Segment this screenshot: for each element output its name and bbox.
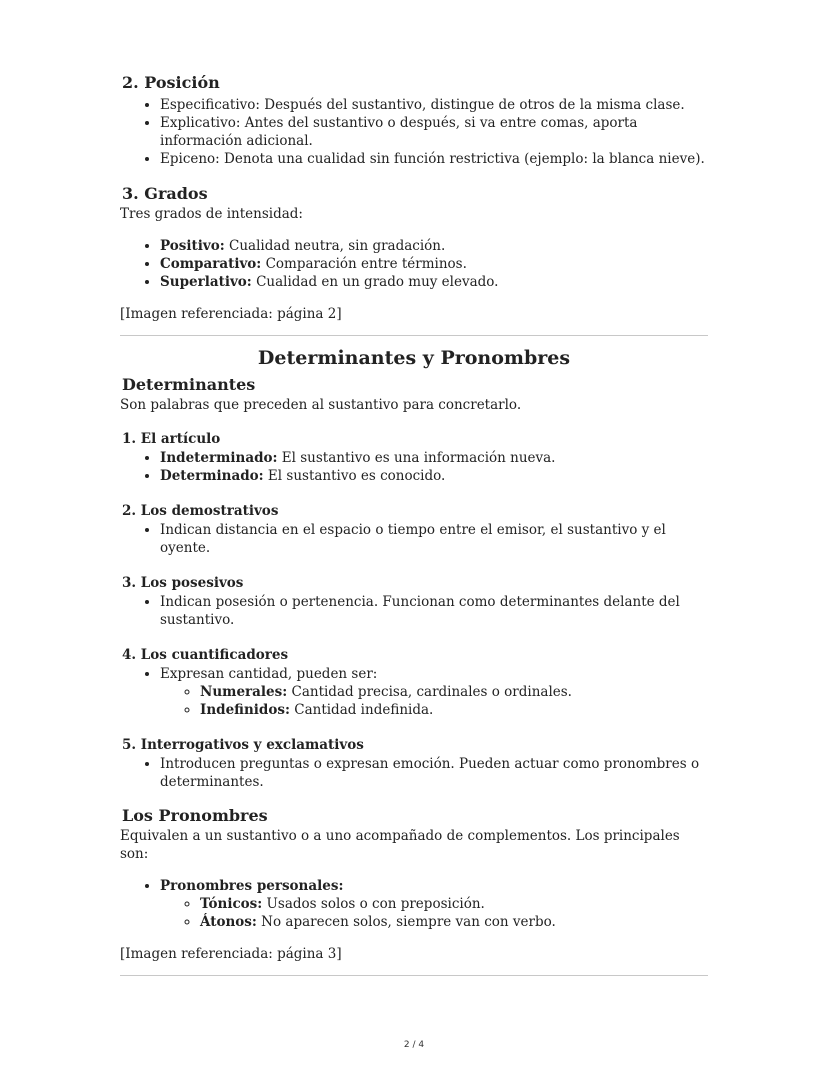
interrogativos-list <box>120 755 708 791</box>
articulo-list <box>120 449 708 485</box>
grados-list <box>120 237 708 291</box>
posicion-list <box>120 96 708 168</box>
pronombres-intro: Equivalen a un sustantivo o a uno acompañado de complementos. Los principales son: <box>120 828 680 862</box>
page-number: 2 / 4 <box>403 1040 425 1050</box>
demostrativos-heading: 2. Los demostrativos <box>122 503 279 519</box>
list-item: • Especificativo: Después del sustantivo, distingue de otros de la misma clase. <box>160 96 708 114</box>
description: Cualidad en un grado muy elevado. <box>251 274 499 290</box>
determinantes-heading: Determinantes <box>122 375 256 394</box>
list-item: • Epiceno: Denota una cualidad sin función restrictiva (ejemplo: la blanca nieve). <box>160 150 708 168</box>
list-item <box>160 255 708 273</box>
list-item: • Explicativo: Antes del sustantivo o después, si va entre comas, aporta información adicional. <box>160 114 708 150</box>
determinantes-intro: Son palabras que preceden al sustantivo para concretarlo. <box>120 397 522 413</box>
list-item <box>160 237 708 255</box>
posesivos-list <box>120 593 708 629</box>
cuantificadores-sublist <box>160 683 708 719</box>
list-item <box>160 467 708 485</box>
item-text: Expresan cantidad, pueden ser: <box>160 666 378 682</box>
term: Superlativo: <box>160 274 252 290</box>
list-item: • Indican posesión o pertenencia. Funcionan como determinantes delante del sustantivo. <box>160 593 708 629</box>
list-item: • Indican distancia en el espacio o tiempo entre el emisor, el sustantivo y el oyente. <box>160 521 708 557</box>
term: Comparativo: <box>160 256 262 272</box>
description: Usados solos o con preposición. <box>262 896 485 912</box>
term: Pronombres personales: <box>160 878 344 894</box>
description: Cualidad neutra, sin gradación. <box>224 238 446 254</box>
term: Tónicos: <box>200 896 263 912</box>
pronombres-sublist <box>160 895 708 931</box>
section-title: Determinantes y Pronombres <box>257 347 571 369</box>
list-item <box>160 877 708 931</box>
description: Comparación entre términos. <box>261 256 467 272</box>
section-divider <box>120 335 708 336</box>
demostrativos-list <box>120 521 708 557</box>
image-reference: [Imagen referenciada: página 3] <box>120 946 342 962</box>
posicion-heading: 2. Posición <box>122 73 220 92</box>
sublist-item <box>200 895 708 913</box>
list-item: • Introducen preguntas o expresan emoción. Pueden actuar como pronombres o determinantes. <box>160 755 708 791</box>
grados-heading: 3. Grados <box>122 184 208 203</box>
sublist-item <box>200 913 708 931</box>
page-content <box>120 72 708 976</box>
term: Numerales: <box>200 684 288 700</box>
term: Positivo: <box>160 238 225 254</box>
articulo-heading: 1. El artículo <box>122 431 221 447</box>
posesivos-heading: 3. Los posesivos <box>122 575 244 591</box>
description: El sustantivo es conocido. <box>263 468 446 484</box>
description: Cantidad indefinida. <box>289 702 434 718</box>
section-divider <box>120 975 708 976</box>
grados-intro: Tres grados de intensidad: <box>120 206 303 222</box>
list-item <box>160 665 708 719</box>
interrogativos-heading: 5. Interrogativos y exclamativos <box>122 737 364 753</box>
cuantificadores-heading: 4. Los cuantificadores <box>122 647 289 663</box>
sublist-item <box>200 701 708 719</box>
pronombres-list <box>120 877 708 931</box>
term: Indeterminado: <box>160 450 278 466</box>
term: Indefinidos: <box>200 702 290 718</box>
pronombres-heading: Los Pronombres <box>122 806 268 825</box>
term: Átonos: <box>200 914 257 930</box>
description: No aparecen solos, siempre van con verbo. <box>256 914 556 930</box>
list-item <box>160 273 708 291</box>
sublist-item <box>200 683 708 701</box>
cuantificadores-list <box>120 665 708 719</box>
description: El sustantivo es una información nueva. <box>277 450 556 466</box>
description: Cantidad precisa, cardinales o ordinales. <box>287 684 572 700</box>
image-reference: [Imagen referenciada: página 2] <box>120 306 342 322</box>
list-item <box>160 449 708 467</box>
term: Determinado: <box>160 468 264 484</box>
